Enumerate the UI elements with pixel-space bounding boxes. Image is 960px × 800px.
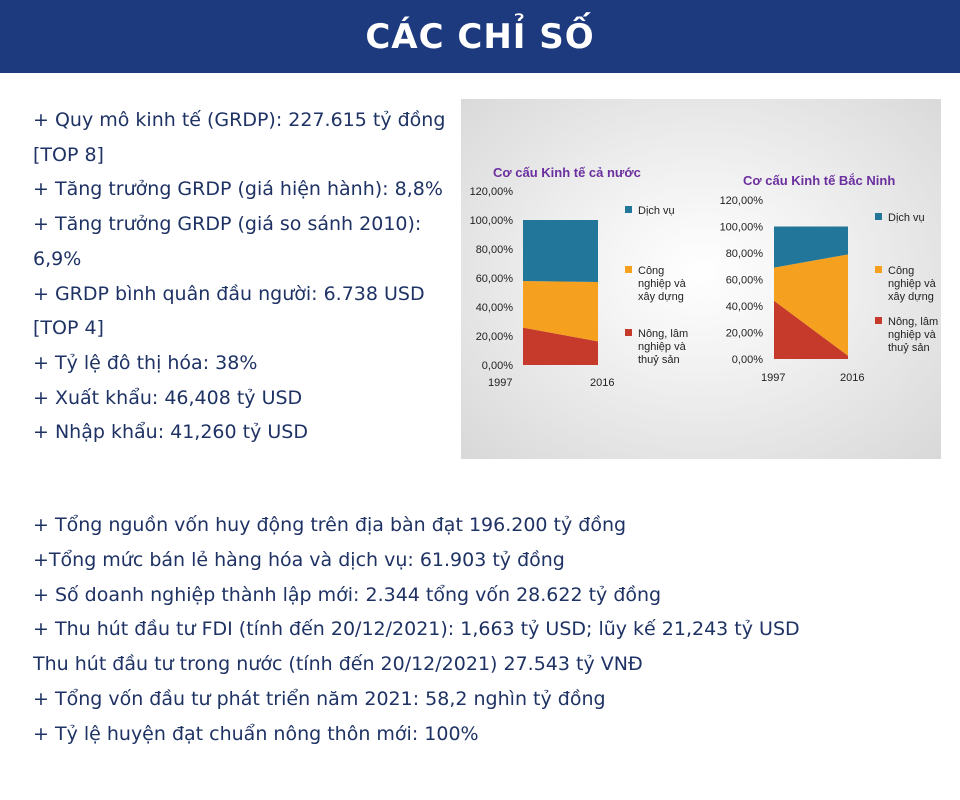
indicator-line: Thu hút đầu tư trong nước (tính đến 20/12/2021) 27.543 tỷ VNĐ [33, 653, 643, 676]
header-banner [0, 0, 960, 73]
indicator-line: +Tổng mức bán lẻ hàng hóa và dịch vụ: 61.903 tỷ đồng [33, 548, 565, 571]
indicator-list-top [33, 103, 453, 450]
indicator-line: + Số doanh nghiệp thành lập mới: 2.344 tổng vốn 28.622 tỷ đồng [33, 583, 662, 606]
x-tick-label: 1997 [488, 377, 513, 389]
x-tick-label: 2016 [590, 377, 615, 389]
chart-title: Cơ cấu Kinh tế cả nước [493, 165, 641, 180]
legend-swatch [875, 317, 882, 324]
legend-swatch [625, 206, 632, 213]
legend-label: Dịch vụ [888, 212, 925, 224]
y-tick-label: 20,00% [725, 327, 763, 340]
indicator-line: + Xuất khẩu: 46,408 tỷ USD [33, 386, 303, 409]
legend-swatch [875, 266, 882, 273]
y-tick-label: 80,00% [475, 244, 513, 256]
legend-label: Nông, lâm [888, 316, 939, 328]
area-series-3 [523, 220, 598, 282]
indicator-line: + Tổng nguồn vốn huy động trên địa bàn đạt 196.200 tỷ đồng [33, 514, 627, 536]
legend-label: thuỷ sản [638, 354, 680, 366]
indicator-line: + Tổng vốn đầu tư phát triển năm 2021: 58,2 nghìn tỷ đồng [33, 687, 606, 710]
y-tick-label: 60,00% [475, 273, 513, 285]
indicator-line: [TOP 4] [33, 317, 104, 340]
legend-label: thuỷ sản [888, 342, 930, 354]
legend-label: Công [888, 265, 915, 277]
legend-label: Công [638, 265, 665, 277]
y-tick-label: 0,00% [481, 360, 513, 372]
legend-label: Nông, lâm [638, 328, 689, 340]
legend-label: nghiệp và [638, 341, 686, 353]
y-tick-label: 120,00% [719, 195, 763, 207]
x-tick-label: 1997 [761, 372, 786, 384]
indicator-line: 6,9% [33, 247, 82, 270]
economic-structure-charts [461, 99, 941, 459]
y-tick-label: 20,00% [475, 331, 513, 343]
y-tick-label: 40,00% [725, 301, 763, 313]
y-tick-label: 40,00% [475, 302, 513, 314]
indicator-line: + Tăng trưởng GRDP (giá hiện hành): 8,8% [33, 178, 443, 201]
indicator-line: + Tỷ lệ đô thị hóa: 38% [33, 351, 258, 374]
indicator-line: + Nhập khẩu: 41,260 tỷ USD [33, 421, 308, 444]
page-title: CÁC CHỈ SỐ [365, 16, 595, 57]
legend-label: nghiệp và [638, 278, 686, 290]
chart-title: Cơ cấu Kinh tế Bắc Ninh [743, 173, 896, 188]
y-tick-label: 100,00% [469, 215, 513, 227]
y-tick-label: 0,00% [731, 354, 763, 366]
legend-swatch [875, 213, 882, 220]
indicator-list-bottom [33, 508, 933, 752]
indicator-line: + Tăng trưởng GRDP (giá so sánh 2010): [33, 213, 422, 236]
legend-label: nghiệp và [888, 329, 936, 341]
indicator-line: + Tỷ lệ huyện đạt chuẩn nông thôn mới: 100% [33, 722, 479, 745]
charts-svg [461, 99, 941, 459]
x-tick-label: 2016 [840, 372, 865, 384]
y-tick-label: 120,00% [469, 186, 513, 198]
legend-label: Dịch vụ [638, 205, 675, 217]
indicator-line: + Quy mô kinh tế (GRDP): 227.615 tỷ đồng [33, 109, 446, 131]
y-tick-label: 100,00% [719, 221, 763, 234]
indicator-line: + Thu hút đầu tư FDI (tính đến 20/12/2021): 1,663 tỷ USD; lũy kế 21,243 tỷ USD [33, 618, 800, 641]
legend-label: nghiệp và [888, 278, 936, 290]
y-tick-label: 80,00% [725, 248, 763, 260]
indicator-line: + GRDP bình quân đầu người: 6.738 USD [33, 282, 425, 305]
y-tick-label: 60,00% [725, 274, 763, 287]
legend-swatch [625, 329, 632, 336]
legend-label: xây dựng [888, 291, 934, 303]
legend-label: xây dựng [638, 291, 684, 303]
indicator-line: [TOP 8] [33, 143, 104, 166]
legend-swatch [625, 266, 632, 273]
